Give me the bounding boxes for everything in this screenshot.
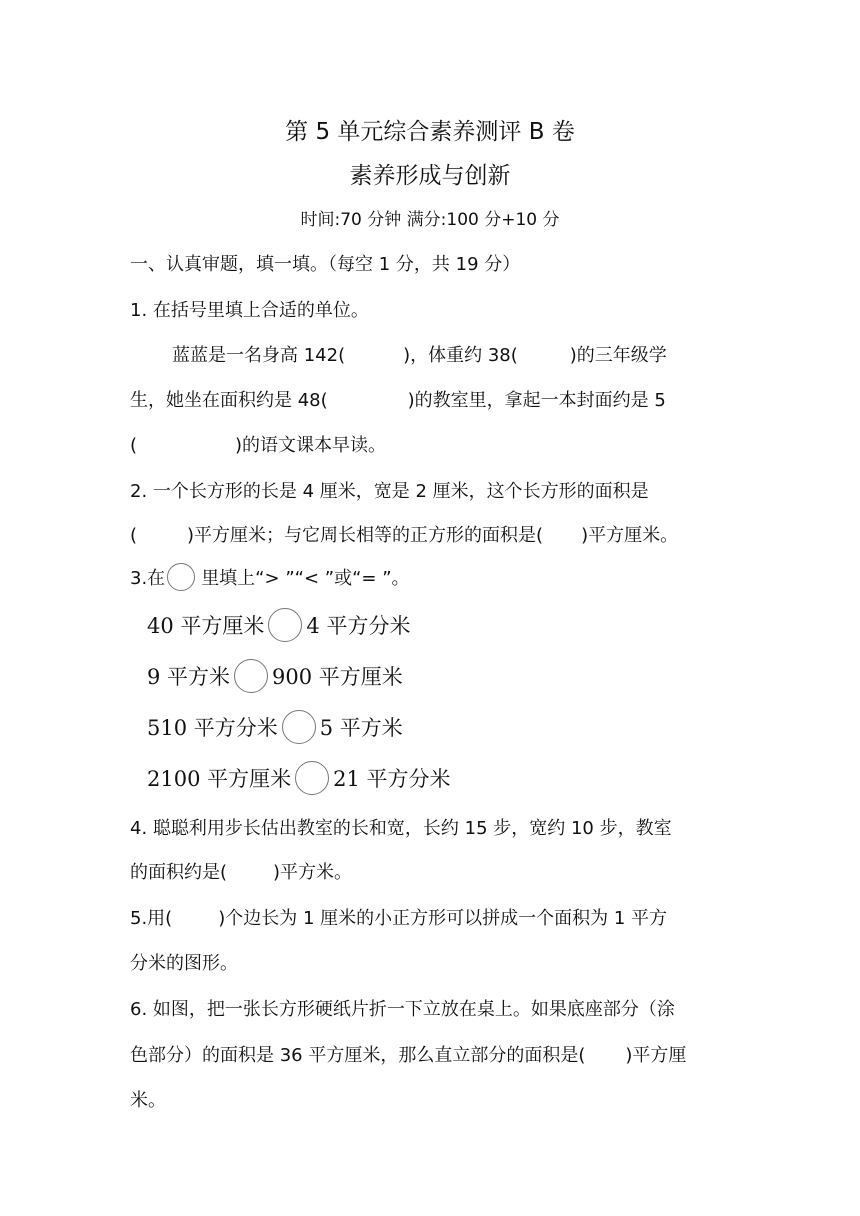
- q3-text: 里填上“> ”“< ”或“= ”。: [201, 568, 410, 589]
- q1-text: )的三年级学: [569, 345, 667, 366]
- q3-text: 3.在: [130, 568, 166, 589]
- compare-right: 900 平方厘米: [272, 665, 403, 689]
- q1-text: 生，她坐在面积约是 48(: [130, 390, 328, 411]
- q1-text: )的语文课本早读。: [235, 435, 387, 456]
- q1-line-1: [172, 341, 667, 367]
- q4-line-2: [130, 858, 352, 884]
- q6-text: )平方厘: [625, 1045, 687, 1066]
- q6-line-3: 米。: [130, 1090, 166, 1111]
- compare-left: 40 平方厘米: [147, 614, 265, 638]
- compare-row: [147, 710, 403, 744]
- compare-left: 2100 平方厘米: [147, 767, 292, 791]
- section-heading: 一、认真审题，填一填。（每空 1 分，共 19 分）: [130, 254, 521, 275]
- compare-right: 5 平方米: [319, 716, 403, 740]
- compare-right: 21 平方分米: [333, 767, 451, 791]
- compare-left: 9 平方米: [147, 665, 231, 689]
- q2-text: )平方厘米；与它周长相等的正方形的面积是(: [187, 525, 544, 546]
- compare-circle[interactable]: [234, 659, 268, 693]
- compare-circle[interactable]: [295, 761, 329, 795]
- q6-line-1: 6. 如图，把一张长方形硬纸片折一下立放在桌上。如果底座部分（涂: [130, 999, 675, 1020]
- q2-text: (: [130, 525, 138, 546]
- compare-right: 4 平方分米: [306, 614, 411, 638]
- q1-line-3: [130, 431, 386, 457]
- q1-line-2: [130, 386, 666, 412]
- q4-text: 的面积约是(: [130, 862, 228, 883]
- compare-circle: [167, 563, 195, 591]
- q2-line-2: [130, 521, 678, 547]
- q5-text: 5.用(: [130, 908, 173, 929]
- page-subtitle: 素养形成与创新: [349, 163, 511, 189]
- q5-text: )个边长为 1 厘米的小正方形可以拼成一个面积为 1 平方: [218, 908, 668, 929]
- exam-meta: 时间:70 分钟 满分:100 分+10 分: [300, 210, 560, 230]
- compare-row: [147, 761, 451, 795]
- compare-row: [147, 659, 403, 693]
- q1-text: 蓝蓝是一名身高 142(: [172, 345, 346, 366]
- q2-line-1: 2. 一个长方形的长是 4 厘米，宽是 2 厘米，这个长方形的面积是: [130, 481, 649, 502]
- q2-text: )平方厘米。: [581, 525, 679, 546]
- q1-prompt: 1. 在括号里填上合适的单位。: [130, 300, 369, 321]
- q6-text: 色部分）的面积是 36 平方厘米，那么直立部分的面积是(: [130, 1045, 586, 1066]
- q3-prompt: [130, 563, 410, 591]
- compare-circle[interactable]: [282, 710, 316, 744]
- compare-circle[interactable]: [268, 608, 302, 642]
- q4-line-1: 4. 聪聪利用步长估出教室的长和宽，长约 15 步，宽约 10 步，教室: [130, 818, 672, 839]
- q5-line-1: [130, 904, 667, 930]
- q1-text: )的教室里，拿起一本封面约是 5: [407, 390, 666, 411]
- q6-line-2: [130, 1041, 686, 1067]
- q1-text: (: [130, 435, 138, 456]
- q4-text: )平方米。: [273, 862, 353, 883]
- page-title: 第 5 单元综合素养测评 B 卷: [285, 119, 575, 145]
- compare-row: [147, 608, 410, 642]
- q5-line-2: 分米的图形。: [130, 953, 238, 974]
- q1-text: )，体重约 38(: [403, 345, 518, 366]
- compare-left: 510 平方分米: [147, 716, 278, 740]
